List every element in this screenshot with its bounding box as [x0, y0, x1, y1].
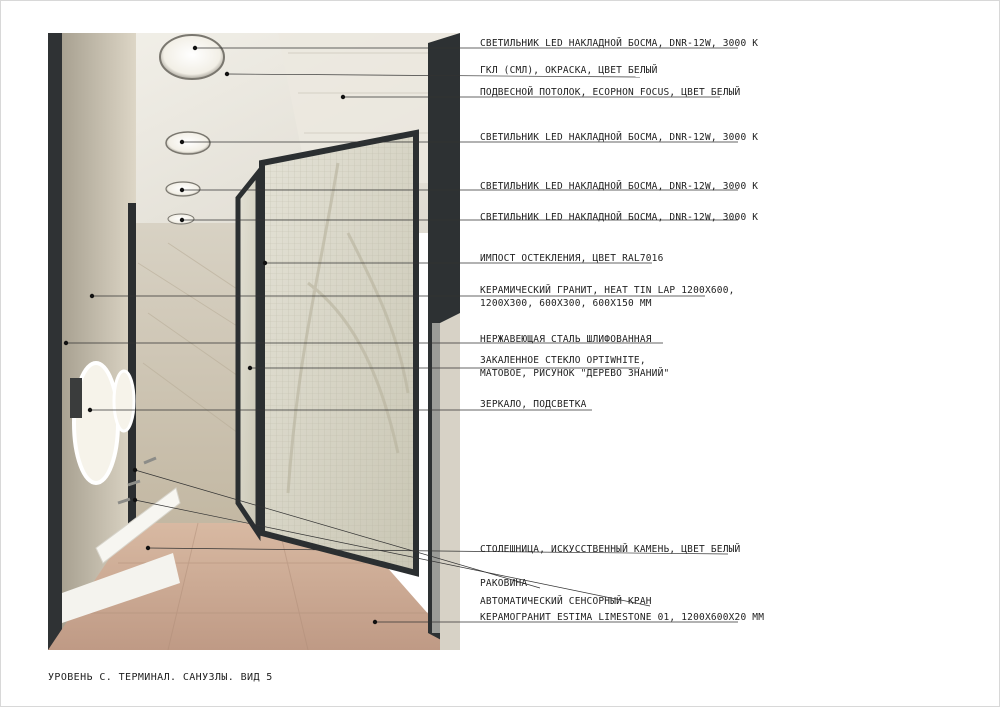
- annotation-steel: НЕРЖАВЕЮЩАЯ СТАЛЬ ШЛИФОВАННАЯ: [480, 334, 652, 345]
- sheet-title: УРОВЕНЬ С. ТЕРМИНАЛ. САНУЗЛЫ. ВИД 5: [48, 672, 273, 683]
- annotation-glass-line1: ЗАКАЛЕННОЕ СТЕКЛО OPTIWHITE,: [480, 355, 646, 366]
- annotation-granite-line2: 1200Х300, 600Х300, 600Х150 ММ: [480, 297, 652, 309]
- annotation-granite: [480, 285, 735, 310]
- annotation-gkl: ГКЛ (СМЛ), ОКРАСКА, ЦВЕТ БЕЛЫЙ: [480, 65, 658, 76]
- annotation-light-3: СВЕТИЛЬНИК LED НАКЛАДНОЙ БОСМА, DNR-12W, 3000 K: [480, 181, 759, 192]
- annotation-countertop: СТОЛЕШНИЦА, ИСКУССТВЕННЫЙ КАМЕНЬ, ЦВЕТ БЕЛЫЙ: [480, 544, 741, 555]
- annotation-glass-line2: МАТОВОЕ, РИСУНОК "ДЕРЕВО ЗНАНИЙ": [480, 367, 670, 379]
- annotation-light-4: СВЕТИЛЬНИК LED НАКЛАДНОЙ БОСМА, DNR-12W, 3000 K: [480, 212, 759, 223]
- annotation-ceiling: ПОДВЕСНОЙ ПОТОЛОК, ECOPHON FOCUS, ЦВЕТ БЕЛЫЙ: [480, 87, 741, 98]
- annotation-glass: [480, 355, 669, 380]
- annotation-granite-line1: КЕРАМИЧЕСКИЙ ГРАНИТ, HEAT TIN LAP 1200Х600,: [480, 285, 735, 296]
- annotation-light-1: СВЕТИЛЬНИК LED НАКЛАДНОЙ БОСМА, DNR-12W, 3000 K: [480, 38, 759, 49]
- annotation-sink: РАКОВИНА: [480, 578, 528, 589]
- annotation-mirror: ЗЕРКАЛО, ПОДСВЕТКА: [480, 399, 587, 410]
- annotation-floor: КЕРАМОГРАНИТ ESTIMA LIMESTONE 01, 1200Х600Х20 ММ: [480, 612, 765, 623]
- annotation-light-2: СВЕТИЛЬНИК LED НАКЛАДНОЙ БОСМА, DNR-12W, 3000 K: [480, 132, 759, 143]
- annotation-faucet: АВТОМАТИЧЕСКИЙ СЕНСОРНЫЙ КРАН: [480, 596, 652, 607]
- annotation-impost: ИМПОСТ ОСТЕКЛЕНИЯ, ЦВЕТ RAL7016: [480, 253, 664, 264]
